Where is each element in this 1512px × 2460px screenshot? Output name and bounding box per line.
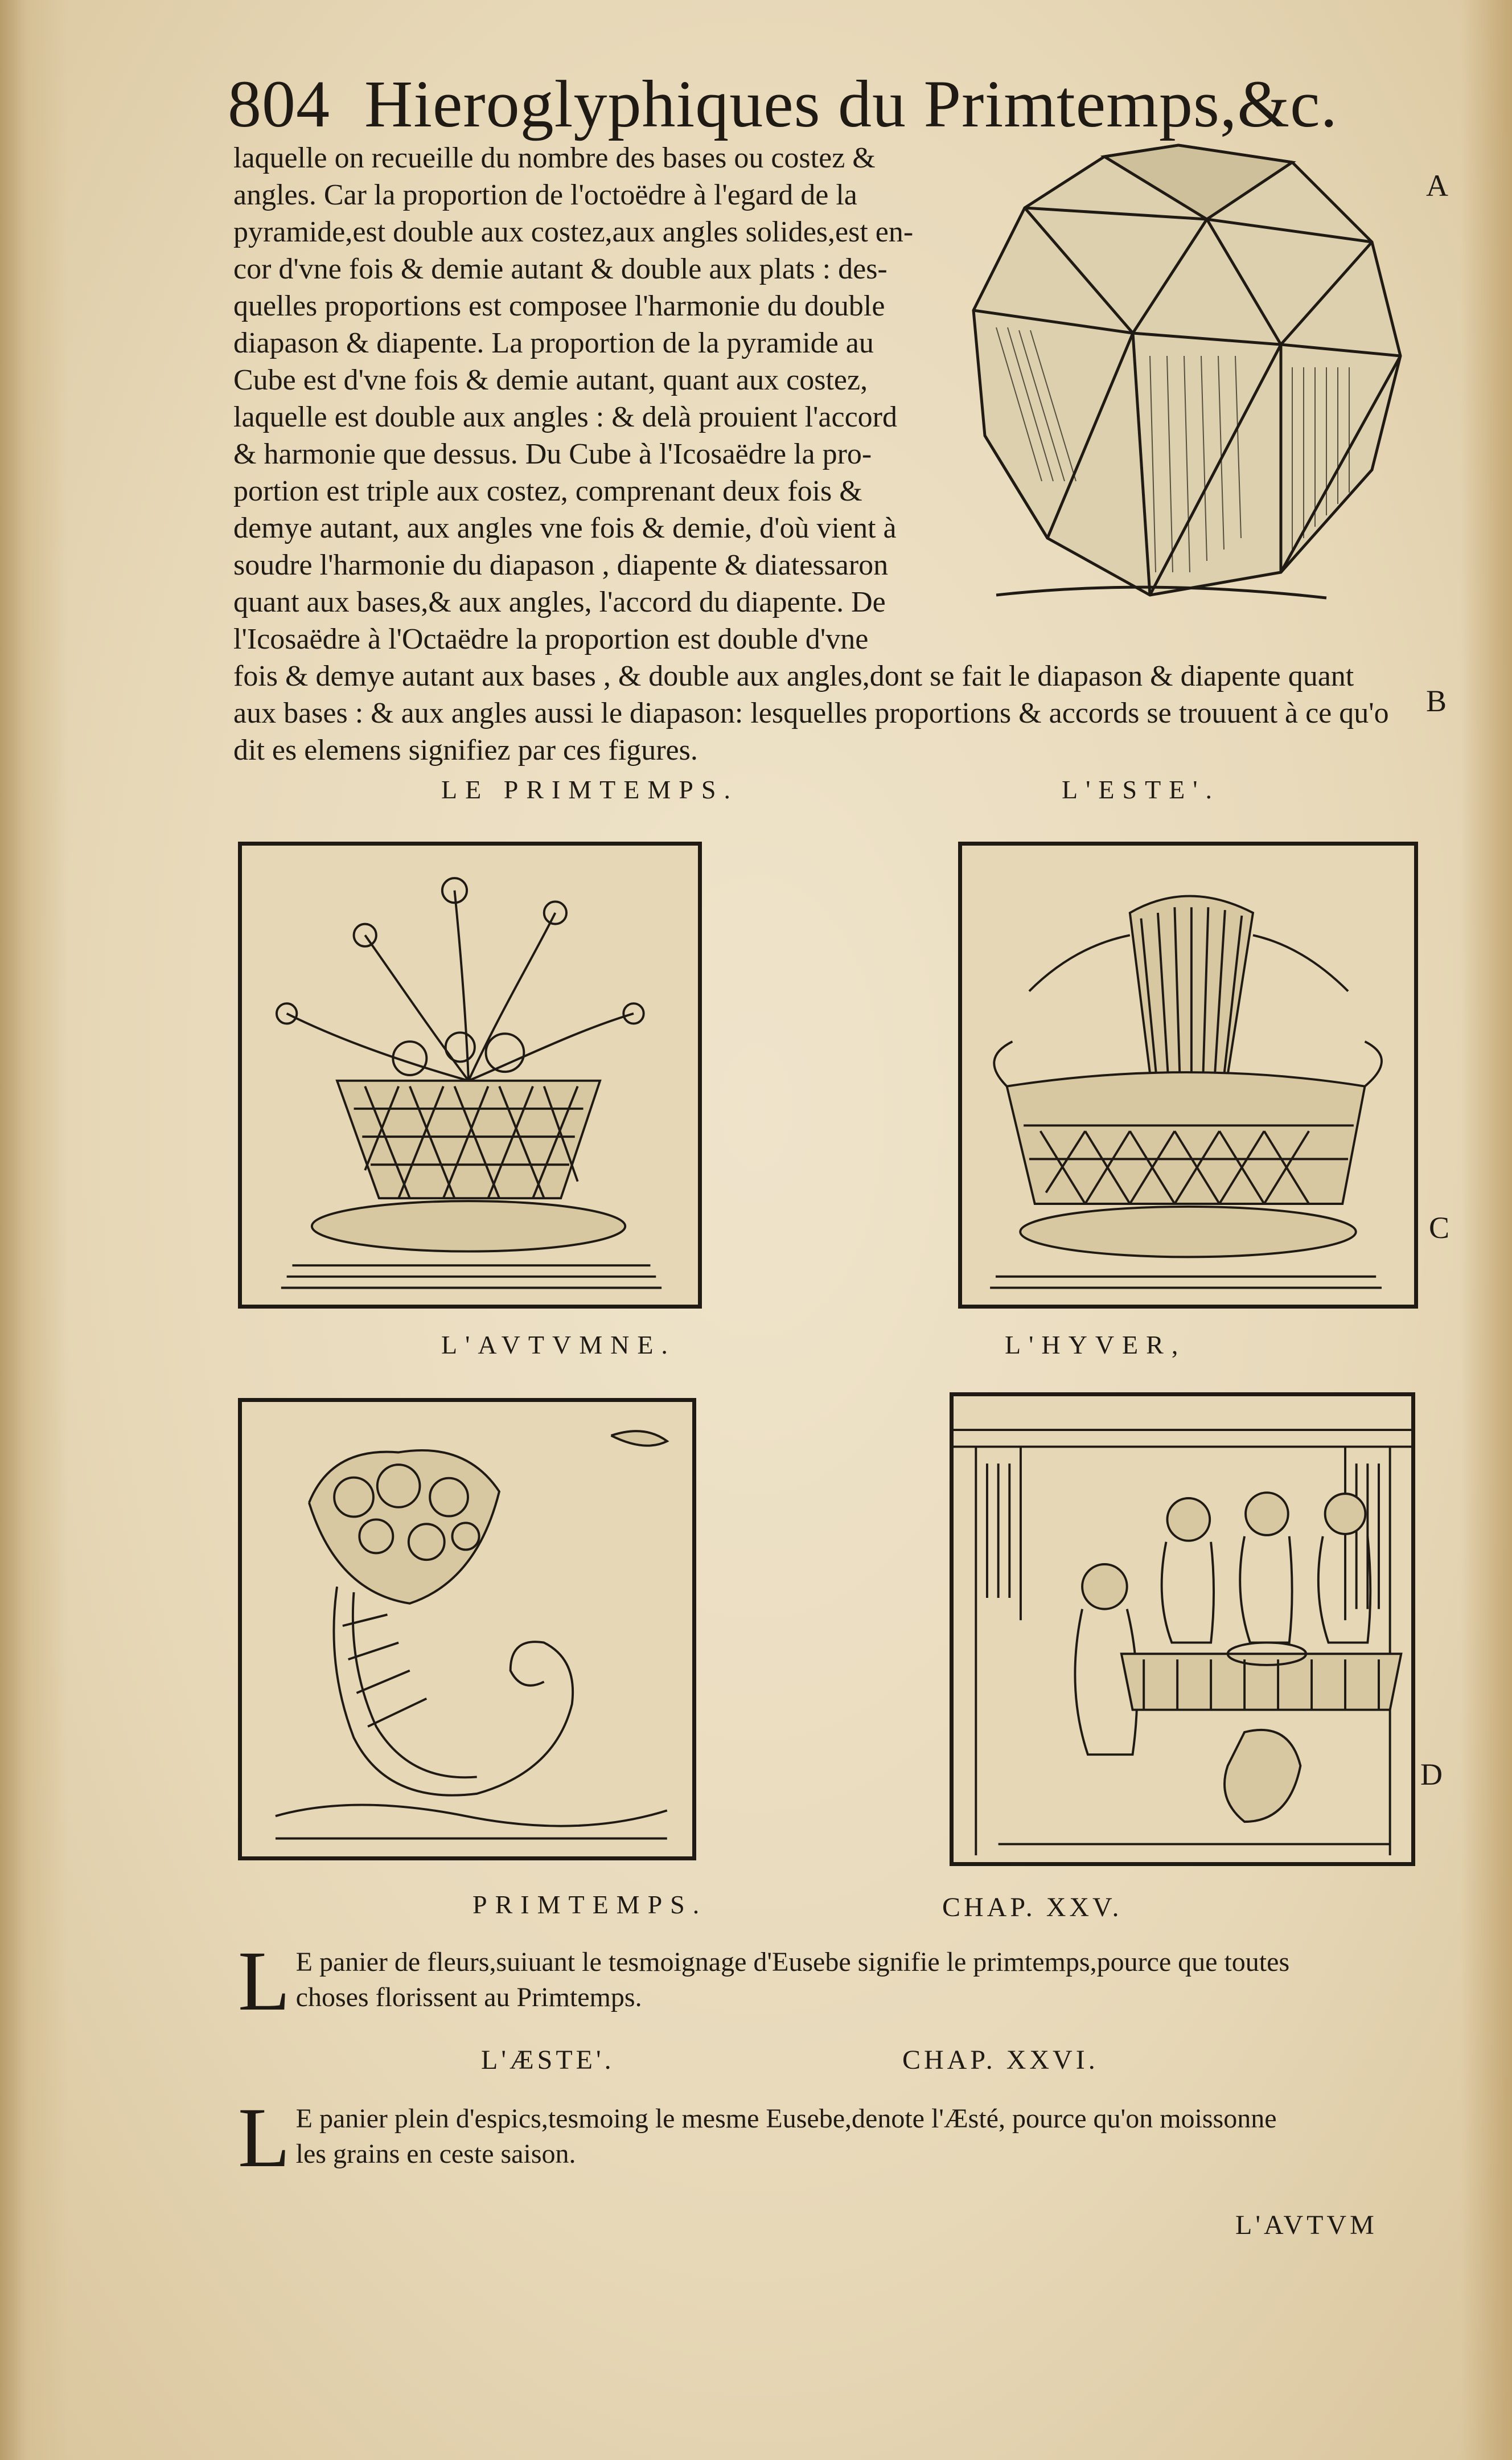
text-line: E panier plein d'espics,tesmoing le mesme Eusebe,denote l'Æsté, pource qu'on moissonne (295, 2104, 1277, 2134)
caption-primtemps-bottom: PRIMTEMPS. (472, 1890, 708, 1919)
winter-woodcut (950, 1392, 1415, 1866)
chapter-heading-xxvi: CHAP. XXVI. (902, 2045, 1099, 2075)
text-line: angles. Car la proportion de l'octoëdre à l'egard de la (233, 179, 857, 211)
caption-primtemps-top: LE PRIMTEMPS. (441, 775, 738, 804)
icosahedron-icon (962, 140, 1418, 618)
caption-hyver: L'HYVER, (1005, 1330, 1186, 1359)
text-line: les grains en ceste saison. (295, 2139, 576, 2169)
text-line: soudre l'harmonie du diapason , diapente & diatessaron (233, 549, 889, 581)
page-edge-shadow (1461, 0, 1512, 2460)
autumn-woodcut (238, 1398, 696, 1860)
wheat-sheaf-icon (962, 846, 1414, 1305)
page-edge-shadow (0, 0, 68, 2460)
summer-woodcut (958, 842, 1418, 1309)
text-line: diapason & diapente. La proportion de la pyramide au (233, 327, 874, 359)
running-head (228, 65, 1338, 141)
drop-initial: L (238, 2090, 290, 2185)
text-line: laquelle on recueille du nombre des bases ou costez & (233, 142, 876, 174)
chapter-xxvi-paragraph (238, 2090, 1433, 2185)
running-title: Hieroglyphiques du Primtemps,&c. (364, 67, 1338, 141)
text-line: fois & demye autant aux bases , & double aux angles,dont se fait le diapason & diapente quant (233, 660, 1354, 692)
spring-woodcut (238, 842, 702, 1309)
text-line: quelles proportions est composee l'harmonie du double (233, 290, 885, 322)
margin-letter-a: A (1426, 169, 1448, 203)
feast-scene-icon (954, 1396, 1411, 1862)
intro-paragraph-full (233, 658, 1435, 769)
caption-este-top: L'ESTE'. (1062, 775, 1221, 804)
text-line: Cube est d'vne fois & demie autant, quant aux costez, (233, 364, 868, 396)
text-line: quant aux bases,& aux angles, l'accord du diapente. De (233, 586, 886, 618)
text-line: laquelle est double aux angles : & delà prouient l'accord (233, 401, 897, 433)
cornucopia-icon (242, 1402, 692, 1856)
text-line: portion est triple aux costez, comprenant deux fois & (233, 475, 862, 507)
text-line: E panier de fleurs,suiuant le tesmoignage d'Eusebe signifie le primtemps,pource que toutes (295, 1947, 1290, 1977)
polyhedron-figure (962, 140, 1418, 618)
flower-basket-icon (242, 846, 698, 1305)
text-line: pyramide,est double aux costez,aux angles solides,est en- (233, 216, 914, 248)
chapter-title-este: L'ÆSTE'. (481, 2045, 615, 2075)
catchword: L'AVTVM (1235, 2210, 1378, 2240)
text-line: & harmonie que dessus. Du Cube à l'Icosaëdre la pro- (233, 438, 872, 470)
drop-initial: L (238, 1934, 290, 2028)
chapter-xxv-paragraph (238, 1934, 1433, 2028)
caption-autumne: L'AVTVMNE. (441, 1330, 676, 1359)
text-line: cor d'vne fois & demie autant & double aux plats : des- (233, 253, 888, 285)
margin-letter-b: B (1426, 684, 1447, 718)
text-line: choses florissent au Primtemps. (295, 1982, 642, 2012)
chapter-heading-xxv: CHAP. XXV. (942, 1892, 1123, 1922)
margin-letter-c: C (1429, 1211, 1450, 1245)
intro-paragraph (233, 140, 945, 658)
text-line: demye autant, aux angles vne fois & demie, d'où vient à (233, 512, 897, 544)
page-number: 804 (228, 67, 330, 141)
margin-letter-d: D (1420, 1757, 1443, 1791)
text-line: l'Icosaëdre à l'Octaëdre la proportion est double d'vne (233, 623, 869, 655)
text-line: dit es elemens signifiez par ces figures. (233, 734, 698, 766)
text-line: aux bases : & aux angles aussi le diapason: lesquelles proportions & accords se trouuent à ce qu'o (233, 697, 1389, 729)
